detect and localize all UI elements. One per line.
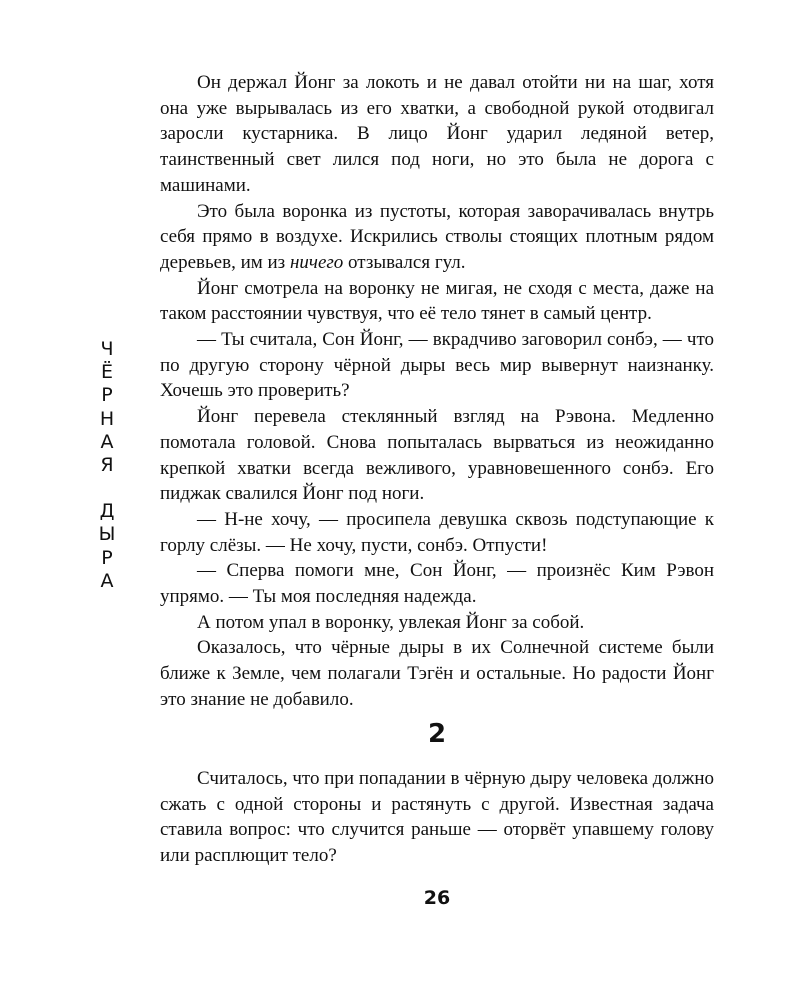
chapter-body-text xyxy=(160,766,714,869)
paragraph: Оказалось, что чёрные дыры в их Солнечной системе были ближе к Земле, чем полагали Тэгён и остальные. Но радости Йонг это знание не добавило. xyxy=(160,637,714,710)
paragraph-text: отзывался гул. xyxy=(343,251,466,273)
running-head-letter: Д xyxy=(99,500,115,523)
paragraph-text: Это была воронка из пустоты, которая заворачивалась внутрь себя прямо в воздухе. Искрились стволы стоящих плотным рядом деревьев, им из xyxy=(160,200,714,273)
paragraph: — Ты считала, Сон Йонг, — вкрадчиво заговорил сонбэ, — что по другую сторону чёрной дыры весь мир вывернут наизнанку. Хочешь это проверить? xyxy=(160,329,714,402)
body-text xyxy=(160,70,714,713)
paragraph: Считалось, что при попадании в чёрную дыру человека должно сжать с одной стороны и растянуть с другой. Известная задача ставила вопрос: что случится раньше — оторвёт упавшему голову или расплющит тело? xyxy=(160,768,714,867)
running-head-letter: А xyxy=(100,430,114,453)
running-head-letter: Н xyxy=(99,407,115,430)
paragraph: — Н-не хочу, — просипела девушка сквозь подступающие к горлу слёзы. — Не хочу, пусти, сонбэ. Отпусти! xyxy=(160,508,714,556)
running-head-letter: Ч xyxy=(100,338,114,360)
running-head-letter: Ё xyxy=(100,361,113,384)
paragraph: Он держал Йонг за локоть и не давал отойти ни на шаг, хотя она уже вырывалась из его хватки, а свободной рукой отодвигал заросли кустарника. В лицо Йонг ударил ледяной ветер, таинственный свет лился под ноги, но это была не дорога с машинами. xyxy=(160,72,714,196)
paragraph: Йонг смотрела на воронку не мигая, не сходя с места, даже на таком расстоянии чувствуя, что её тело тянет в самый центр. xyxy=(160,277,714,325)
running-head-letter: Р xyxy=(101,384,113,407)
paragraph: — Сперва помоги мне, Сон Йонг, — произнёс Ким Рэвон упрямо. — Ты моя последняя надежда. xyxy=(160,560,714,608)
italic-word: ничего xyxy=(289,251,344,273)
page-number: 26 xyxy=(423,887,451,909)
paragraph: А потом упал в воронку, увлекая Йонг за собой. xyxy=(197,611,585,633)
running-head-letter: А xyxy=(100,569,114,592)
paragraph: Йонг перевела стеклянный взгляд на Рэвона. Медленно помотала головой. Снова попыталась вырваться из неожиданно крепкой хватки всегда вежливого, уравновешенного сонбэ. Его пиджак свалился Йонг под ноги. xyxy=(160,406,714,505)
running-head-letter: Р xyxy=(101,546,113,569)
paragraph xyxy=(160,199,714,276)
running-head-letter: Я xyxy=(100,454,114,477)
running-head-letter: Ы xyxy=(98,523,116,546)
running-head-vertical-title xyxy=(91,338,123,593)
chapter-number: 2 xyxy=(427,719,447,749)
